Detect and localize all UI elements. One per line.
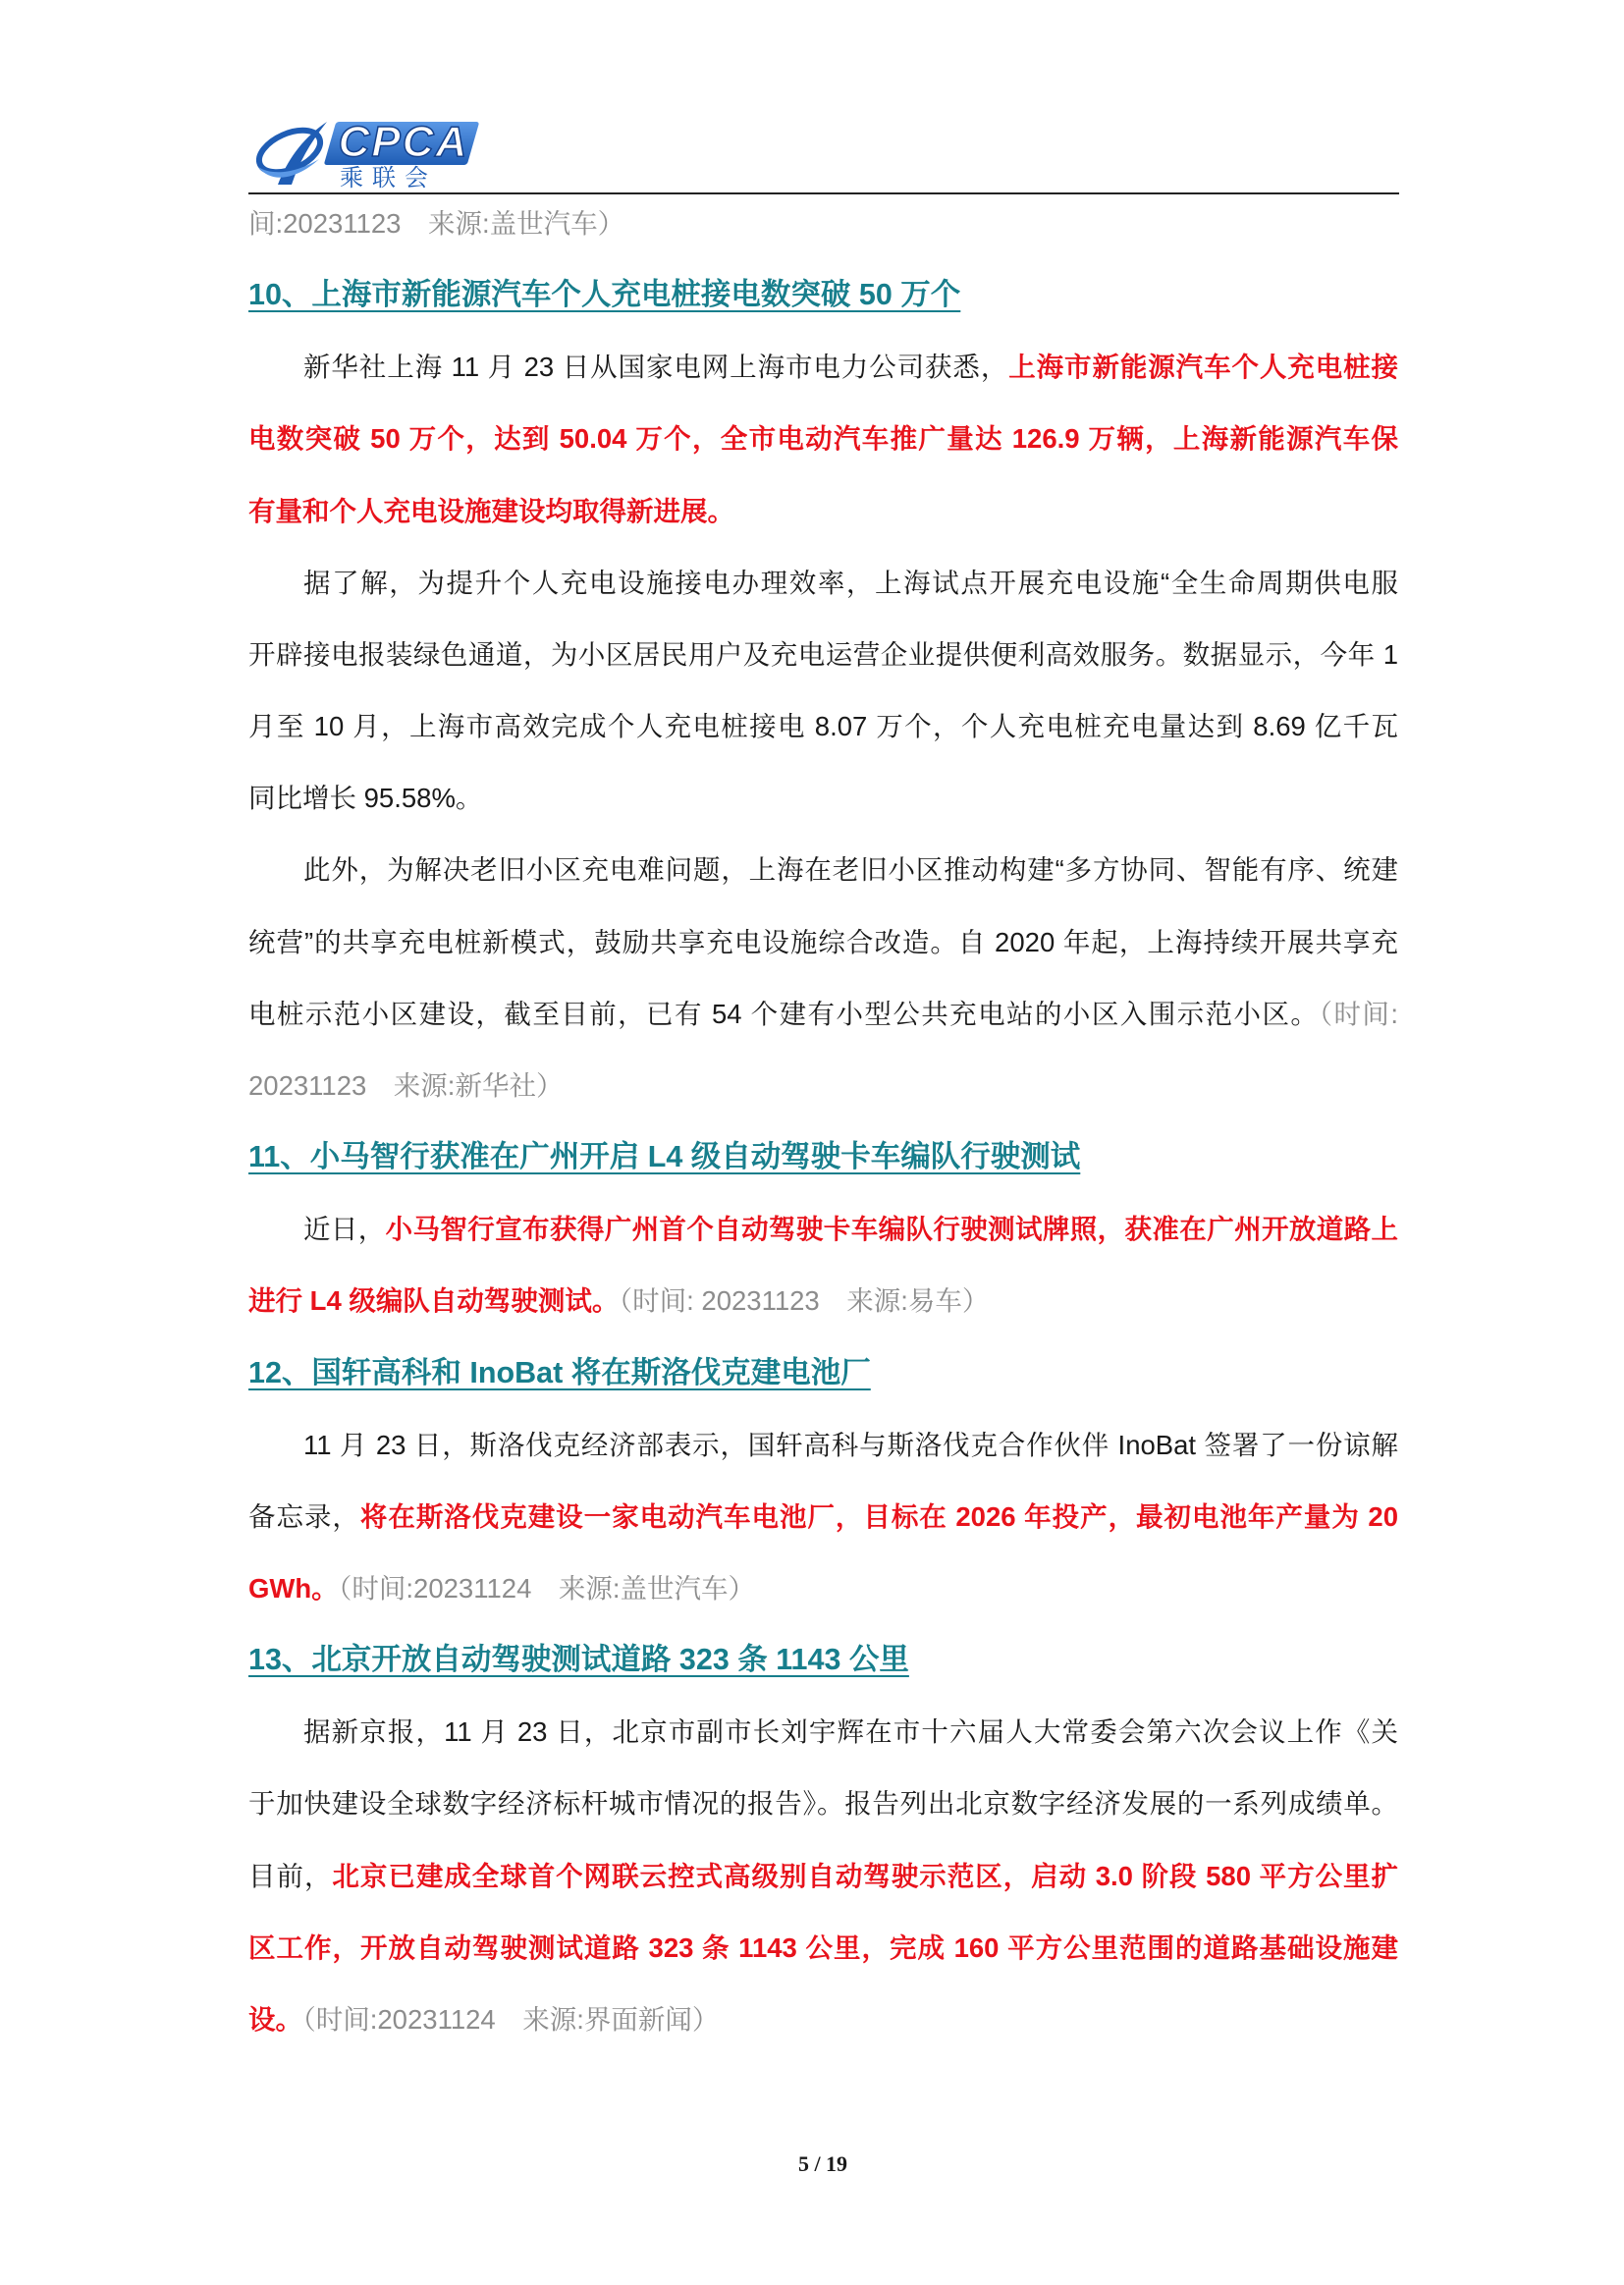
- paragraph-line: [248, 1481, 1398, 1552]
- section-heading: [248, 1121, 1398, 1193]
- highlight-text: GWh。: [248, 1572, 339, 1604]
- paragraph: [248, 1193, 1398, 1336]
- paragraph-line: [248, 762, 1398, 834]
- paragraph-line: [248, 1050, 1398, 1121]
- paragraph: [248, 1696, 1398, 2055]
- section-heading-text: 11、小马智行获准在广州开启 L4 级自动驾驶卡车编队行驶测试: [248, 1140, 1081, 1174]
- paragraph-line: [248, 475, 1398, 547]
- paragraph-line: [248, 690, 1398, 762]
- source-note: 间:20231123 来源:盖世汽车）: [248, 208, 625, 239]
- body-text: 开辟接电报装绿色通道，为小区居民用户及充电运营企业提供便利高效服务。数据显示，今年 1: [248, 638, 1398, 670]
- highlight-text: 小马智行宣布获得广州首个自动驾驶卡车编队行驶测试牌照，获准在广州开放道路上: [385, 1214, 1398, 1245]
- paragraph-line: [248, 1552, 1398, 1624]
- source-note: （时间:20231124 来源:界面新闻）: [302, 2003, 720, 2035]
- cpca-emblem-icon: [250, 116, 334, 192]
- section-heading-text: 12、国轩高科和 InoBat 将在斯洛伐克建电池厂: [248, 1355, 871, 1389]
- highlight-text: 区工作，开放自动驾驶测试道路 323 条 1143 公里，完成 160 平方公里范围的道路基础设施建: [248, 1931, 1398, 1963]
- paragraph: [248, 1409, 1398, 1624]
- paragraph-line: [248, 1193, 1398, 1265]
- paragraph-line: [248, 906, 1398, 978]
- news-section: [248, 1624, 1398, 2055]
- paragraph-line: [248, 1409, 1398, 1481]
- paragraph-line: [248, 1696, 1398, 1768]
- section-heading: [248, 1337, 1398, 1409]
- source-note: （时间:: [1319, 998, 1398, 1029]
- highlight-text: 将在斯洛伐克建设一家电动汽车电池厂，目标在 2026 年投产，最初电池年产量为 20: [359, 1500, 1398, 1532]
- logo-text: CPCA: [338, 118, 469, 166]
- highlight-text: 有量和个人充电设施建设均取得新进展。: [248, 495, 734, 526]
- body-text: 月至 10 月，上海市高效完成个人充电桩接电 8.07 万个，个人充电桩充电量达到 8.69 亿千瓦: [248, 711, 1398, 742]
- body-text: 据了解，为提升个人充电设施接电办理效率，上海试点开展充电设施“全生命周期供电服: [303, 567, 1398, 598]
- section-heading: [248, 259, 1398, 331]
- paragraph: [248, 547, 1398, 835]
- source-note: 20231123 来源:新华社）: [248, 1069, 564, 1101]
- highlight-text: 北京已建成全球首个网联云控式高级别自动驾驶示范区，启动 3.0 阶段 580 平方公里扩: [332, 1860, 1398, 1891]
- logo-subtitle: 乘联会: [340, 164, 437, 191]
- paragraph-line: [248, 1768, 1398, 1839]
- body-text: 目前，: [248, 1860, 333, 1891]
- highlight-text: 设。: [248, 2003, 302, 2035]
- paragraph-line: [248, 1265, 1398, 1336]
- page-number: 5 / 19: [797, 2151, 848, 2176]
- body-text: 近日，: [303, 1214, 386, 1245]
- body-text: 电桩示范小区建设，截至目前，已有 54 个建有小型公共充电站的小区入围示范小区。: [248, 998, 1320, 1029]
- paragraph-line: [248, 1984, 1398, 2055]
- section-heading-text: 13、北京开放自动驾驶测试道路 323 条 1143 公里: [248, 1643, 909, 1677]
- body-text: 11 月 23 日，斯洛伐克经济部表示，国轩高科与斯洛伐克合作伙伴 InoBat 签署了一份谅解: [303, 1429, 1398, 1460]
- body-text: 于加快建设全球数字经济标杆城市情况的报告》。报告列出北京数字经济发展的一系列成绩单。: [248, 1788, 1398, 1820]
- paragraph: [248, 834, 1398, 1121]
- news-section: [248, 1337, 1398, 1625]
- carryover-source-line: [248, 188, 1398, 259]
- news-section: [248, 1121, 1398, 1336]
- body-text: 统营”的共享充电桩新模式，鼓励共享充电设施综合改造。自 2020 年起，上海持续开展共享充: [248, 926, 1398, 957]
- paragraph-line: [248, 619, 1398, 690]
- body-text: 新华社上海 11 月 23 日从国家电网上海市电力公司获悉，: [303, 352, 1009, 383]
- section-heading: [248, 1624, 1398, 1696]
- document-body: [248, 188, 1398, 2055]
- body-text: 此外，为解决老旧小区充电难问题，上海在老旧小区推动构建“多方协同、智能有序、统建: [303, 854, 1398, 886]
- highlight-text: 电数突破 50 万个，达到 50.04 万个，全市电动汽车推广量达 126.9 万辆，上海新能源汽车保: [248, 423, 1398, 455]
- section-heading-text: 10、上海市新能源汽车个人充电桩接电数突破 50 万个: [248, 278, 961, 312]
- highlight-text: 进行 L4 级编队自动驾驶测试。: [248, 1285, 620, 1317]
- body-text: 备忘录，: [248, 1500, 360, 1532]
- paragraph: [248, 331, 1398, 546]
- paragraph-line: [248, 1912, 1398, 1984]
- source-note: （时间: 20231123 来源:易车）: [619, 1285, 990, 1317]
- source-note: （时间:20231124 来源:盖世汽车）: [338, 1572, 755, 1604]
- paragraph-line: [248, 1840, 1398, 1912]
- paragraph-line: [248, 331, 1398, 403]
- paragraph-line: [248, 978, 1398, 1050]
- highlight-text: 上海市新能源汽车个人充电桩接: [1008, 352, 1398, 383]
- paragraph-line: [248, 834, 1398, 905]
- paragraph-line: [248, 403, 1398, 474]
- paragraph-line: [248, 547, 1398, 619]
- body-text: 同比增长 95.58%。: [248, 783, 483, 814]
- news-section: [248, 259, 1398, 1121]
- body-text: 据新京报，11 月 23 日，北京市副市长刘宇辉在市十六届人大常委会第六次会议上作《关: [303, 1716, 1398, 1748]
